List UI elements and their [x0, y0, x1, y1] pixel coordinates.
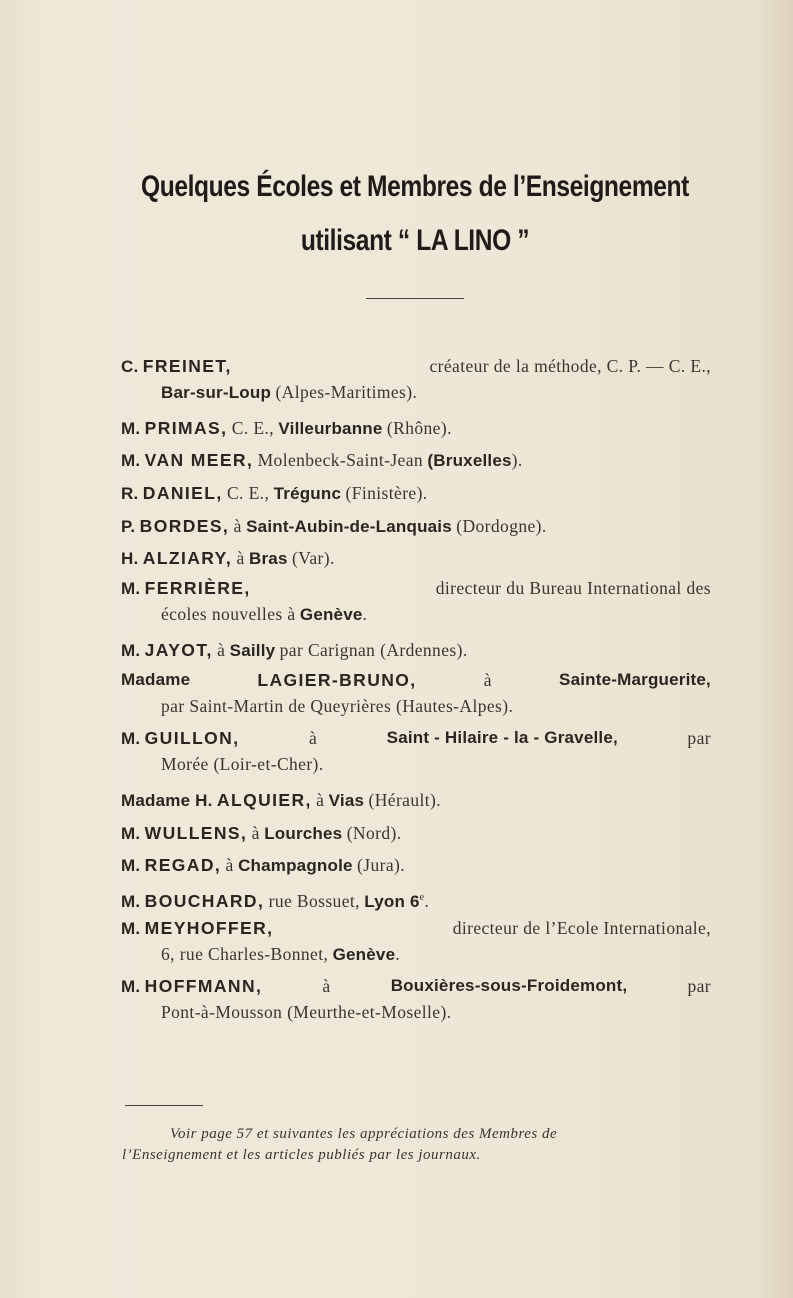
list-item [121, 444, 711, 477]
entry-text: Molenbeck-Saint-Jean [257, 450, 424, 471]
entry-name: VAN MEER, [144, 450, 254, 471]
entry-text: à [322, 976, 331, 997]
footnote-line-2: l’Enseignement et les articles publiés par les journaux. [122, 1147, 481, 1163]
entry-text: (Hérault). [368, 789, 442, 810]
title-line-1: Quelques Écoles et Membres de l’Enseignement [141, 170, 689, 203]
title-line-2: utilisant “ LA LINO ” [300, 224, 530, 257]
entry-prefix: P. [121, 516, 136, 536]
entry-text: directeur de l’Ecole Internationale, [452, 917, 711, 938]
list-item [121, 412, 711, 445]
entry-name: FERRIÈRE, [144, 578, 251, 599]
page-title [75, 160, 756, 268]
entry-name: FREINET, [142, 356, 232, 376]
entry-place: Sainte-Marguerite, [559, 669, 711, 689]
entry-text: écoles nouvelles à [161, 604, 296, 625]
entry-place: Trégunc [273, 484, 342, 504]
entry-text: (Finistère). [345, 483, 428, 504]
entry-text: (Var). [292, 548, 335, 569]
entry-prefix: M. [121, 977, 141, 997]
entry-text: créateur de la méthode, C. P. — C. E., [429, 356, 711, 376]
entry-text: directeur du Bureau International des [435, 578, 711, 599]
entry-prefix: M. [121, 891, 141, 911]
entry-text: (Nord). [346, 822, 402, 843]
entry-text: C. E., [231, 417, 275, 438]
entry-name: BOUCHARD, [144, 890, 265, 911]
entry-prefix: C. [121, 357, 139, 376]
entry-place: Bras [249, 549, 288, 569]
entry-text: (Jura). [357, 855, 406, 876]
entry-text: (Dordogne). [456, 515, 547, 536]
entry-text: à [233, 515, 242, 536]
footnote-line-1: Voir page 57 et suivantes les appréciations des Membres de [170, 1126, 558, 1142]
list-item [121, 973, 711, 1025]
entry-place: Genève [299, 605, 363, 625]
entry-prefix: M. [121, 579, 141, 599]
entry-text: par Carignan (Ardennes). [279, 639, 468, 660]
entry-name: MEYHOFFER, [144, 917, 274, 938]
list-item [121, 667, 711, 719]
list-item [121, 817, 711, 850]
entry-text: à [225, 855, 234, 876]
entry-place: Genève [332, 944, 396, 964]
entry-text: à [483, 669, 492, 690]
list-item [121, 784, 711, 817]
entry-place: Saint-Aubin-de-Lanquais [246, 516, 452, 536]
entry-name: REGAD, [144, 855, 222, 876]
entry-text: (Alpes-Maritimes). [275, 382, 418, 402]
entry-place: Saint - Hilaire - la - Gravelle, [386, 728, 618, 748]
entry-superscript: e [419, 891, 425, 903]
entry-place: Lourches [264, 823, 343, 843]
list-item [121, 725, 711, 777]
entry-text: par [687, 728, 711, 749]
footnote-divider [125, 1105, 203, 1106]
entry-text: ). [511, 450, 523, 471]
entry-name: BORDES, [139, 515, 230, 536]
list-item [121, 477, 711, 510]
entry-text: C. E., [226, 483, 270, 504]
entry-text: à [316, 789, 325, 810]
member-list [121, 353, 711, 1032]
entry-place: Champagnole [238, 856, 353, 876]
entry-text: Pont-à-Mousson (Meurthe-et-Moselle). [161, 1002, 452, 1023]
entry-text: par Saint-Martin de Queyrières (Hautes-Alpes). [161, 695, 514, 716]
entry-place: (Bruxelles [427, 451, 512, 471]
footnote [122, 1124, 722, 1166]
entry-text: . [424, 890, 430, 911]
entry-name: DANIEL, [142, 483, 223, 504]
entry-prefix: Madame H. [121, 790, 213, 810]
entry-place: Bar-sur-Loup [161, 383, 272, 402]
entry-prefix: M. [121, 856, 141, 876]
list-item [121, 634, 711, 667]
entry-name: JAYOT, [144, 639, 213, 660]
entry-place: Sailly [229, 640, 276, 660]
entry-place: Lyon 6 [364, 891, 420, 911]
entry-name: GUILLON, [144, 728, 240, 749]
entry-prefix: M. [121, 451, 141, 471]
entry-prefix: H. [121, 549, 139, 569]
list-item [121, 849, 711, 882]
entry-prefix: M. [121, 918, 141, 938]
entry-text: rue Bossuet, [268, 890, 360, 911]
entry-name: PRIMAS, [144, 417, 228, 438]
entry-text: Morée (Loir-et-Cher). [161, 754, 324, 775]
entry-text: à [308, 728, 318, 749]
entry-text: (Rhône). [386, 417, 452, 438]
entry-prefix: M. [121, 418, 141, 438]
entry-prefix: M. [121, 823, 141, 843]
list-item [121, 542, 711, 575]
entry-prefix: R. [121, 484, 139, 504]
list-item [121, 882, 711, 915]
entry-text: . [362, 604, 368, 625]
entry-place: Villeurbanne [278, 418, 383, 438]
entry-text: . [395, 943, 401, 964]
entry-text: à [217, 639, 226, 660]
entry-text: à [251, 822, 260, 843]
list-item [121, 575, 711, 627]
entry-name: ALQUIER, [216, 789, 312, 810]
entry-name: ALZIARY, [142, 548, 233, 569]
list-item [121, 353, 711, 405]
entry-place: Vias [328, 790, 365, 810]
list-item [121, 915, 711, 967]
entry-text: à [236, 548, 245, 569]
list-item [121, 510, 711, 543]
entry-name: LAGIER-BRUNO, [257, 669, 417, 690]
entry-place: Bouxières-sous-Froidemont, [390, 976, 628, 996]
entry-prefix: M. [121, 640, 141, 660]
entry-text: par [687, 976, 711, 997]
entry-text: 6, rue Charles-Bonnet, [161, 943, 329, 964]
entry-prefix: M. [121, 729, 141, 749]
title-divider [366, 298, 464, 299]
entry-prefix: Madame [121, 669, 191, 689]
entry-name: HOFFMANN, [144, 976, 263, 997]
entry-name: WULLENS, [144, 822, 248, 843]
